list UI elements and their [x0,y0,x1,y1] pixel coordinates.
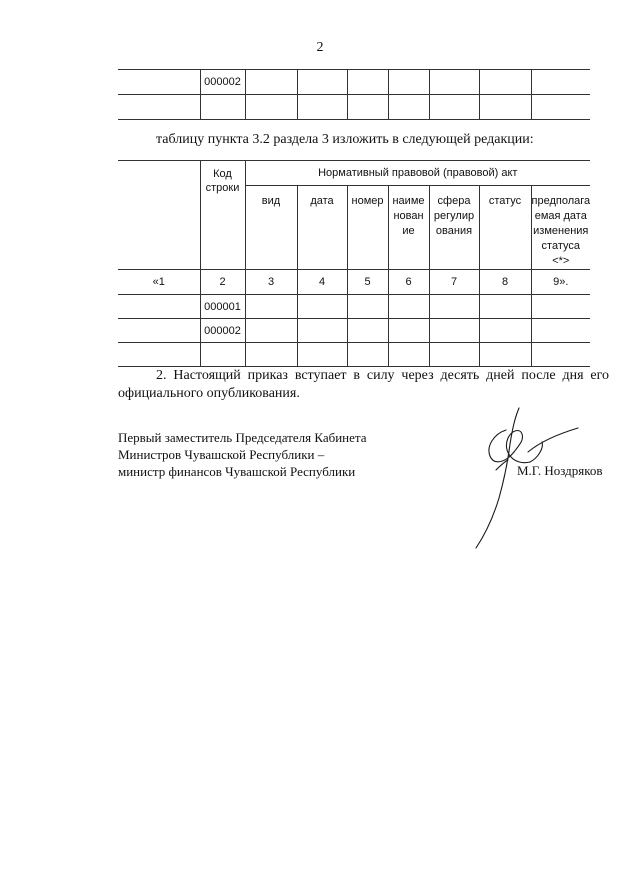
table-cell [388,70,429,95]
header-line: регулир [433,210,475,222]
header-row [118,161,590,186]
table-cell [388,343,429,367]
table-cell [245,95,297,120]
header-line: емая дата [534,210,587,222]
table-cell [531,70,590,95]
table-cell [347,343,388,367]
table-cell [297,70,347,95]
paragraph-2 [118,367,609,403]
table-cell [479,295,531,319]
table-cell [297,295,347,319]
header-status: статус [479,186,531,270]
header-sfera [429,186,479,270]
table-cell [347,295,388,319]
header-data: дата [297,186,347,270]
paragraph-text: 2. Настоящий приказ вступает в силу через десять дней после дня его официального опубликования. [118,368,609,401]
table-row [118,95,590,120]
table-cell [531,343,590,367]
table-cell [245,70,297,95]
column-number: 4 [297,270,347,295]
table-cell [297,343,347,367]
code-header-line: Код [213,168,232,180]
table-cell [245,319,297,343]
table-cell [297,319,347,343]
table-row [118,295,590,319]
header-naimenovanie [388,186,429,270]
table-cell [429,70,479,95]
header-line: наиме [392,195,425,207]
table-cell [118,319,200,343]
table-cell [429,295,479,319]
code-header-line: строки [205,182,240,194]
header-nomer: номер [347,186,388,270]
table-cell: 000002 [200,319,245,343]
table-cell [429,319,479,343]
column-number: 9». [531,270,590,295]
table-cell [479,95,531,120]
table-cell [297,95,347,120]
table-cell [347,70,388,95]
table-cell [388,95,429,120]
empty-header-cell [118,161,200,270]
table-cell [245,295,297,319]
table-cell [429,95,479,120]
table-cell [479,343,531,367]
table-cell [388,295,429,319]
table-cell [347,319,388,343]
table-cell [479,319,531,343]
header-expected-date [531,186,590,270]
column-number: 6 [388,270,429,295]
table-cell: 000001 [200,295,245,319]
table-cell [347,95,388,120]
table-cell [531,295,590,319]
act-group-header: Нормативный правовой (правовой) акт [245,161,590,186]
table-row [118,343,590,367]
signatory-line: Министров Чувашской Республики – [118,447,325,462]
header-line: нован [393,210,424,222]
column-number: 7 [429,270,479,295]
intro-text: таблицу пункта 3.2 раздела 3 изложить в следующей редакции: [156,132,534,147]
header-line: сфера [437,195,471,207]
table-cell [118,70,200,95]
table-cell [429,343,479,367]
table-cell [118,95,200,120]
table-cell [200,343,245,367]
signatory-name: М.Г. Ноздряков [517,463,603,478]
column-number: 3 [245,270,297,295]
table-cell: 000002 [200,70,245,95]
header-vid: вид [245,186,297,270]
table-cell [200,95,245,120]
header-line: ие [402,225,415,237]
column-number: 8 [479,270,531,295]
column-number: 5 [347,270,388,295]
table-row [118,70,590,95]
column-number: 2 [200,270,245,295]
code-header [200,161,245,270]
page-number: 2 [316,40,324,55]
signatory-title [118,429,367,480]
table-cell [531,95,590,120]
top-table [118,69,590,120]
header-line: изменения [533,225,589,237]
signatory-line: Первый заместитель Председателя Кабинета [118,430,367,445]
table-cell [118,295,200,319]
column-number: «1 [118,270,200,295]
table-cell [118,343,200,367]
table-cell [388,319,429,343]
header-line: предполага [531,195,591,207]
header-line: ования [435,225,473,237]
table-row [118,319,590,343]
main-table [118,160,590,367]
signatory-line: министр финансов Чувашской Республики [118,464,356,479]
table-cell [245,343,297,367]
header-line: статуса <*> [541,240,580,267]
table-cell [479,70,531,95]
table-cell [531,319,590,343]
numbering-row [118,270,590,295]
